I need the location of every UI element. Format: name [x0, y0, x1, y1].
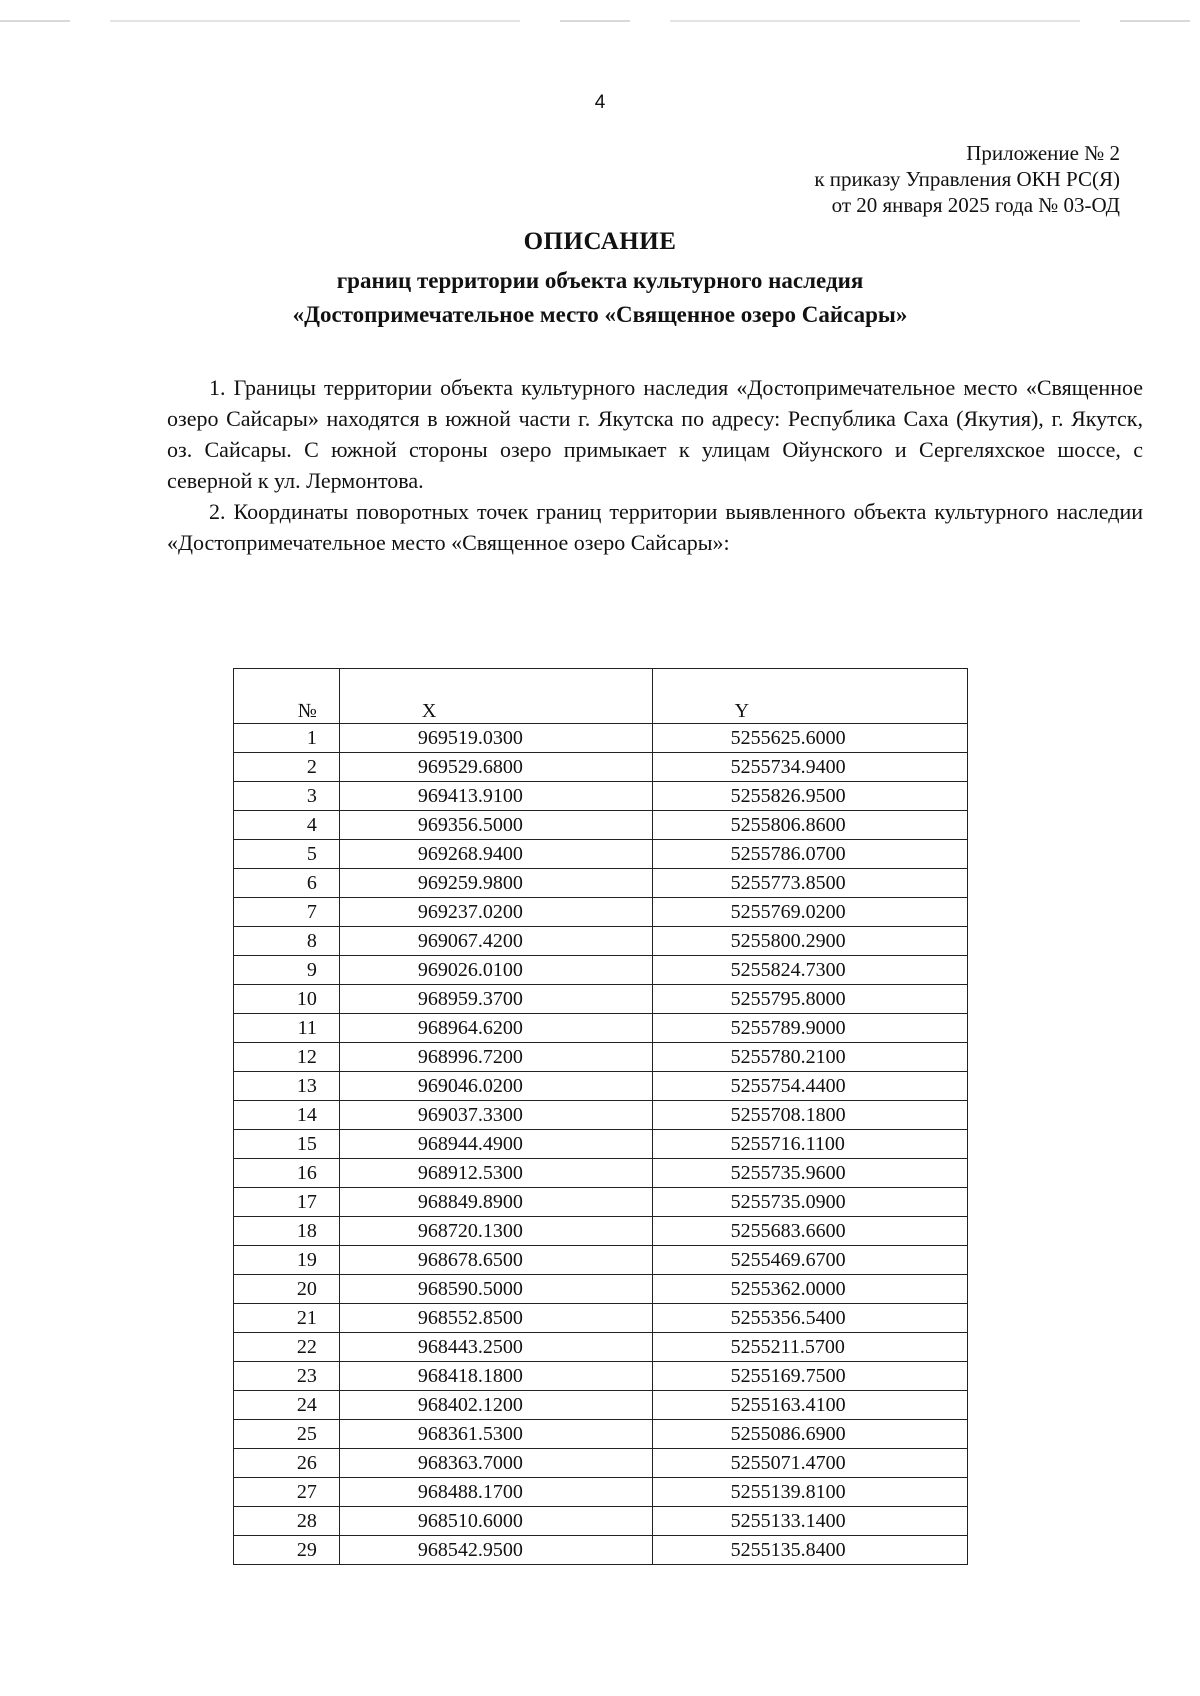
table-row	[234, 1507, 968, 1536]
point-y: 5255735.9600	[652, 1159, 967, 1188]
point-y: 5255795.8000	[652, 985, 967, 1014]
table-row	[234, 1391, 968, 1420]
point-number: 10	[234, 985, 340, 1014]
point-y: 5255086.6900	[652, 1420, 967, 1449]
table-row	[234, 1101, 968, 1130]
table-row	[234, 1188, 968, 1217]
point-x: 969268.9400	[339, 840, 652, 869]
point-y: 5255773.8500	[652, 869, 967, 898]
point-x: 969413.9100	[339, 782, 652, 811]
table-row	[234, 782, 968, 811]
point-x: 968361.5300	[339, 1420, 652, 1449]
subtitle-line-2: «Достопримечательное место «Священное озеро Сайсары»	[292, 302, 908, 327]
point-x: 969037.3300	[339, 1101, 652, 1130]
point-number: 5	[234, 840, 340, 869]
point-y: 5255139.8100	[652, 1478, 967, 1507]
point-y: 5255211.5700	[652, 1333, 967, 1362]
point-x: 969237.0200	[339, 898, 652, 927]
table-row	[234, 1014, 968, 1043]
point-x: 968944.4900	[339, 1130, 652, 1159]
point-x: 969046.0200	[339, 1072, 652, 1101]
table-row	[234, 1043, 968, 1072]
point-number: 19	[234, 1246, 340, 1275]
table-row	[234, 1159, 968, 1188]
point-number: 29	[234, 1536, 340, 1565]
table-row	[234, 840, 968, 869]
paragraph-boundaries: 1. Границы территории объекта культурного наследия «Достопримечательное место «Священное озеро Сайсары» находятся в южной части г. Якутска по адресу: Республика Саха (Якутия), г. Якутск, оз. Сайсары. С южной стороны озеро примыкает к улицам Ойунского и Сергеляхское шоссе, с северной к ул. Лермонтова.	[167, 375, 1143, 493]
point-number: 16	[234, 1159, 340, 1188]
table-row	[234, 1420, 968, 1449]
point-x: 969259.9800	[339, 869, 652, 898]
table-row	[234, 1478, 968, 1507]
point-y: 5255071.4700	[652, 1449, 967, 1478]
point-number: 21	[234, 1304, 340, 1333]
point-x: 968678.6500	[339, 1246, 652, 1275]
point-number: 23	[234, 1362, 340, 1391]
point-number: 3	[234, 782, 340, 811]
point-number: 6	[234, 869, 340, 898]
point-number: 24	[234, 1391, 340, 1420]
point-y: 5255356.5400	[652, 1304, 967, 1333]
point-y: 5255824.7300	[652, 956, 967, 985]
point-y: 5255716.1100	[652, 1130, 967, 1159]
document-title: ОПИСАНИЕ	[523, 228, 677, 255]
point-y: 5255734.9400	[652, 753, 967, 782]
point-y: 5255735.0900	[652, 1188, 967, 1217]
point-number: 4	[234, 811, 340, 840]
point-number: 14	[234, 1101, 340, 1130]
coordinates-table-body	[234, 724, 968, 1565]
point-number: 13	[234, 1072, 340, 1101]
point-x: 968996.7200	[339, 1043, 652, 1072]
point-number: 22	[234, 1333, 340, 1362]
point-x: 968443.2500	[339, 1333, 652, 1362]
point-x: 968959.3700	[339, 985, 652, 1014]
point-x: 968542.9500	[339, 1536, 652, 1565]
point-x: 968418.1800	[339, 1362, 652, 1391]
table-row	[234, 927, 968, 956]
point-x: 969519.0300	[339, 724, 652, 753]
body-text	[167, 372, 1143, 558]
point-number: 9	[234, 956, 340, 985]
point-number: 25	[234, 1420, 340, 1449]
table-row	[234, 898, 968, 927]
coordinates-table	[233, 668, 968, 1565]
point-y: 5255800.2900	[652, 927, 967, 956]
point-y: 5255469.6700	[652, 1246, 967, 1275]
header-number: №	[234, 669, 340, 724]
point-y: 5255169.7500	[652, 1362, 967, 1391]
point-y: 5255754.4400	[652, 1072, 967, 1101]
point-y: 5255806.8600	[652, 811, 967, 840]
point-y: 5255133.1400	[652, 1507, 967, 1536]
point-x: 968488.1700	[339, 1478, 652, 1507]
point-number: 18	[234, 1217, 340, 1246]
table-row	[234, 1275, 968, 1304]
point-x: 969026.0100	[339, 956, 652, 985]
point-x: 968849.8900	[339, 1188, 652, 1217]
paragraph-coordinates-intro: 2. Координаты поворотных точек границ территории выявленного объекта культурного наследии «Достопримечательное место «Священное озеро Сайсары»:	[167, 499, 1143, 555]
point-x: 968964.6200	[339, 1014, 652, 1043]
table-row	[234, 1246, 968, 1275]
point-x: 968912.5300	[339, 1159, 652, 1188]
table-row	[234, 869, 968, 898]
point-y: 5255683.6600	[652, 1217, 967, 1246]
point-number: 12	[234, 1043, 340, 1072]
point-number: 2	[234, 753, 340, 782]
document-subtitle	[0, 264, 1200, 332]
point-number: 8	[234, 927, 340, 956]
point-x: 968510.6000	[339, 1507, 652, 1536]
table-row	[234, 1449, 968, 1478]
subtitle-line-1: границ территории объекта культурного наследия	[336, 268, 864, 293]
table-row	[234, 1217, 968, 1246]
table-header-row	[234, 669, 968, 724]
appendix-line-2: к приказу Управления ОКН РС(Я)	[814, 167, 1120, 191]
table-row	[234, 1072, 968, 1101]
table-row	[234, 724, 968, 753]
point-number: 28	[234, 1507, 340, 1536]
point-number: 20	[234, 1275, 340, 1304]
appendix-reference	[814, 140, 1120, 218]
point-x: 969529.6800	[339, 753, 652, 782]
header-y: Y	[652, 669, 967, 724]
point-y: 5255769.0200	[652, 898, 967, 927]
table-row	[234, 1536, 968, 1565]
appendix-line-3: от 20 января 2025 года № 03-ОД	[831, 193, 1120, 217]
point-x: 969067.4200	[339, 927, 652, 956]
scan-edge-artifact	[0, 20, 1200, 22]
page-number: 4	[594, 92, 606, 113]
table-row	[234, 1304, 968, 1333]
table-row	[234, 985, 968, 1014]
point-x: 968552.8500	[339, 1304, 652, 1333]
point-y: 5255789.9000	[652, 1014, 967, 1043]
point-y: 5255625.6000	[652, 724, 967, 753]
point-x: 968363.7000	[339, 1449, 652, 1478]
header-x: X	[339, 669, 652, 724]
table-row	[234, 753, 968, 782]
point-number: 7	[234, 898, 340, 927]
table-row	[234, 1333, 968, 1362]
table-row	[234, 956, 968, 985]
point-y: 5255163.4100	[652, 1391, 967, 1420]
table-row	[234, 811, 968, 840]
point-y: 5255135.8400	[652, 1536, 967, 1565]
point-number: 17	[234, 1188, 340, 1217]
point-y: 5255826.9500	[652, 782, 967, 811]
point-x: 968590.5000	[339, 1275, 652, 1304]
point-y: 5255362.0000	[652, 1275, 967, 1304]
table-row	[234, 1130, 968, 1159]
point-y: 5255708.1800	[652, 1101, 967, 1130]
point-x: 969356.5000	[339, 811, 652, 840]
point-number: 27	[234, 1478, 340, 1507]
table-row	[234, 1362, 968, 1391]
appendix-line-1: Приложение № 2	[966, 141, 1120, 165]
point-y: 5255780.2100	[652, 1043, 967, 1072]
point-x: 968402.1200	[339, 1391, 652, 1420]
point-y: 5255786.0700	[652, 840, 967, 869]
point-number: 26	[234, 1449, 340, 1478]
point-number: 1	[234, 724, 340, 753]
point-number: 11	[234, 1014, 340, 1043]
point-number: 15	[234, 1130, 340, 1159]
point-x: 968720.1300	[339, 1217, 652, 1246]
